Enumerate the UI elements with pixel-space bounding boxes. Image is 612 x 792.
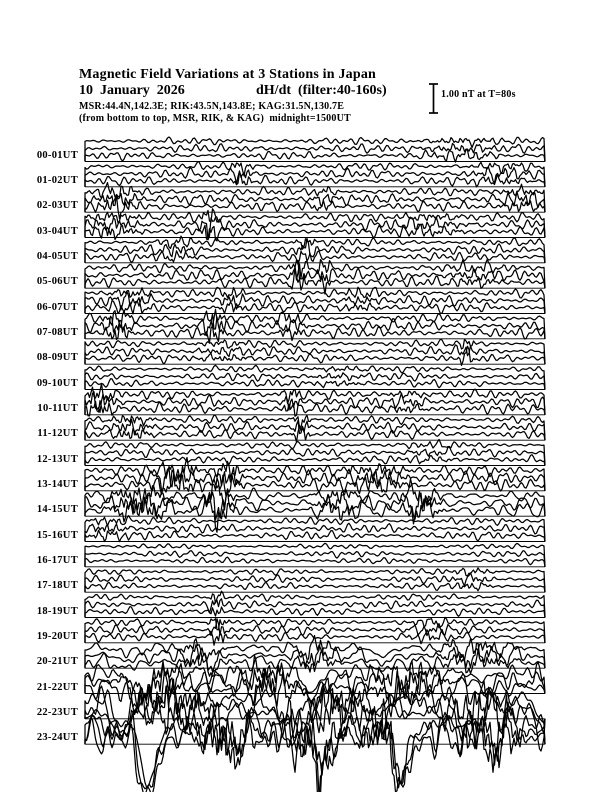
hour-label: 02-03UT bbox=[36, 200, 78, 212]
trace-rik bbox=[85, 447, 545, 466]
trace-msr bbox=[85, 321, 545, 343]
hour-label: 20-21UT bbox=[36, 656, 78, 668]
trace-kag bbox=[85, 384, 545, 415]
hour-label: 10-11UT bbox=[37, 402, 78, 414]
trace-rik bbox=[85, 345, 545, 364]
hour-label: 00-01UT bbox=[36, 149, 78, 161]
trace-msr bbox=[85, 495, 545, 532]
hour-label: 19-20UT bbox=[36, 630, 78, 642]
trace-msr bbox=[85, 557, 545, 567]
trace-msr bbox=[85, 455, 545, 466]
plot-date: 10 January 2026 bbox=[79, 83, 185, 98]
hour-label: 21-22UT bbox=[36, 681, 78, 693]
trace-msr bbox=[85, 379, 545, 390]
trace-rik bbox=[85, 551, 545, 567]
hour-label: 23-24UT bbox=[36, 732, 78, 744]
trace-msr bbox=[85, 470, 545, 496]
hour-label: 17-18UT bbox=[36, 580, 78, 592]
plot-quantity-filter: dH/dt (filter:40-160s) bbox=[256, 83, 387, 98]
hour-label: 14-15UT bbox=[36, 504, 78, 516]
hour-label: 09-10UT bbox=[36, 377, 78, 389]
hour-label: 12-13UT bbox=[36, 453, 78, 465]
hour-label: 03-04UT bbox=[36, 225, 78, 237]
trace-msr bbox=[85, 150, 545, 163]
trace-rik bbox=[85, 392, 545, 415]
hour-label: 01-02UT bbox=[36, 174, 78, 186]
trace-order-note: (from bottom to top, MSR, RIK, & KAG) midnight=1500UT bbox=[79, 113, 351, 124]
station-coordinates-line: MSR:44.4N,142.3E; RIK:43.5N,143.8E; KAG:31.5N,130.7E bbox=[79, 101, 345, 112]
hour-label: 08-09UT bbox=[36, 352, 78, 364]
trace-msr bbox=[85, 582, 545, 592]
hour-label: 18-19UT bbox=[36, 605, 78, 617]
trace-kag bbox=[85, 339, 545, 364]
trace-rik bbox=[85, 292, 545, 314]
trace-msr bbox=[85, 607, 545, 618]
amplitude-scale-bar bbox=[429, 84, 438, 113]
trace-rik bbox=[85, 573, 545, 592]
trace-msr bbox=[85, 530, 545, 541]
hour-label: 05-06UT bbox=[36, 276, 78, 288]
hour-label: 15-16UT bbox=[36, 529, 78, 541]
plot-title: Magnetic Field Variations at 3 Stations in Japan bbox=[79, 67, 377, 82]
hour-label: 07-08UT bbox=[36, 326, 78, 338]
hour-label: 06-07UT bbox=[36, 301, 78, 313]
hour-label: 04-05UT bbox=[36, 250, 78, 262]
hour-label: 22-23UT bbox=[36, 706, 78, 718]
hour-label: 13-14UT bbox=[36, 478, 78, 490]
trace-msr bbox=[85, 224, 545, 241]
hour-label: 16-17UT bbox=[36, 554, 78, 566]
scale-bar-label: 1.00 nT at T=80s bbox=[441, 89, 516, 100]
hour-label: 11-12UT bbox=[37, 428, 78, 440]
trace-rik bbox=[85, 373, 545, 390]
